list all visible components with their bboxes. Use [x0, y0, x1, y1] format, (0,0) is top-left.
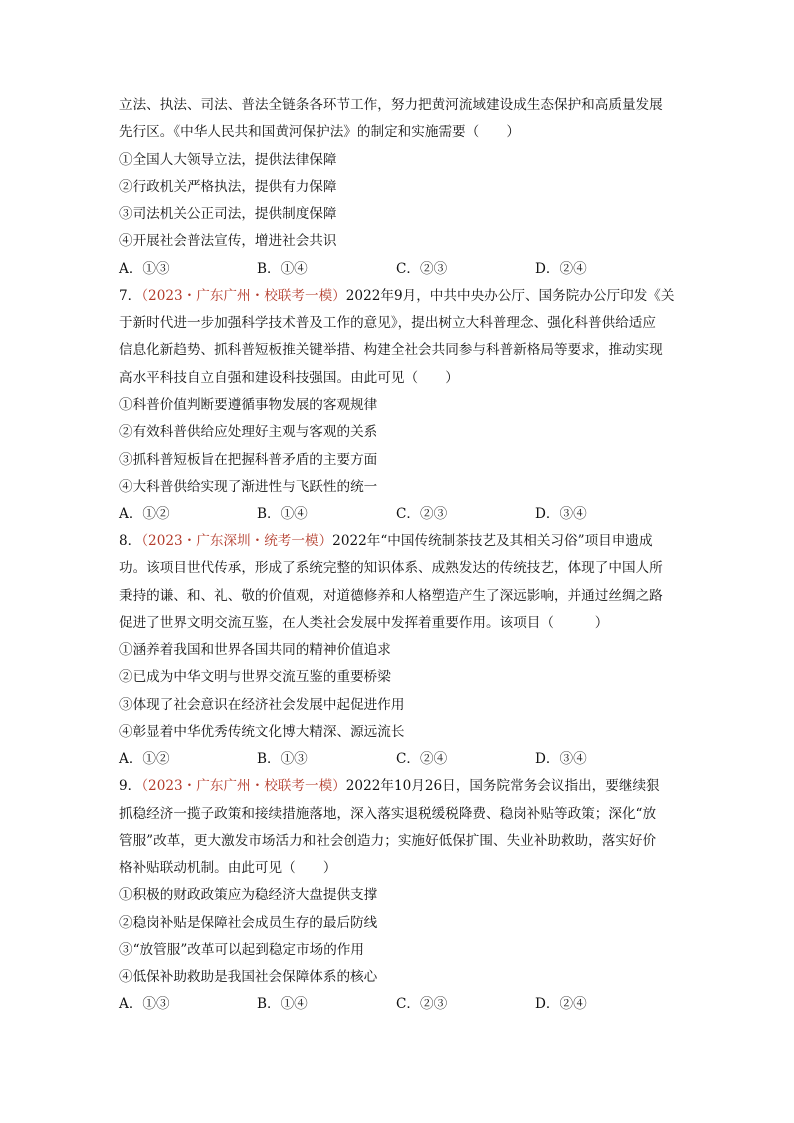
q9-stem-line-2: 抓稳经济一揽子政策和接续措施落地，深入落实退税缓税降费、稳岗补贴等政策；深化“放: [119, 806, 657, 822]
q8-stem-line-1: [119, 532, 679, 550]
q9-stem-line-3: 管服”改革，更大激发市场活力和社会创造力；实施好低保扩围、失业补助救助，落实好价: [119, 833, 657, 849]
q9-stem-text: 2022年10月26日，国务院常务会议指出，要继续狠: [345, 778, 660, 794]
q7-item-4: ④大科普供给实现了渐进性与飞跃性的统一: [119, 479, 378, 495]
q6-options: [119, 260, 679, 278]
q8-option-c[interactable]: C．②④: [396, 751, 448, 767]
q9-number: 9．: [119, 778, 142, 794]
q7-item-2: ②有效科普供给应处理好主观与客观的关系: [119, 424, 378, 440]
q8-option-d[interactable]: D．③④: [535, 751, 587, 767]
q7-source-tag: （2023・广东广州・校联考一模）: [141, 288, 346, 304]
q7-item-3: ③抓科普短板旨在把握科普矛盾的主要方面: [119, 452, 378, 468]
q6-option-a[interactable]: A．①③: [119, 261, 170, 277]
q7-stem-line-4: 高水平科技自立自强和建设科技强国。由此可见（ ）: [119, 370, 459, 386]
q6-option-c[interactable]: C．②③: [396, 261, 448, 277]
q7-options: [119, 505, 679, 523]
q8-option-a[interactable]: A．①②: [119, 751, 170, 767]
q7-stem-line-1: [119, 287, 679, 305]
q8-stem-line-2: 功。该项目世代传承，形成了系统完整的知识体系、成熟发达的传统技艺，体现了中国人所: [119, 560, 663, 576]
q9-option-b[interactable]: B．①④: [257, 996, 308, 1012]
q7-stem-line-3: 信息化新趋势、抓科普短板推关键举措、构建全社会共同参与科普新格局等要求，推动实现: [119, 342, 663, 358]
q7-option-d[interactable]: D．③④: [535, 506, 587, 522]
q6-option-d[interactable]: D．②④: [535, 261, 587, 277]
q8-options: [119, 750, 679, 768]
q8-item-4: ④彰显着中华优秀传统文化博大精深、源远流长: [119, 724, 405, 740]
q7-option-a[interactable]: A．①②: [119, 506, 170, 522]
q9-item-1: ①积极的财政政策应为稳经济大盘提供支撑: [119, 887, 378, 903]
q7-stem-text: 2022年9月，中共中央办公厅、国务院办公厅印发《关: [345, 288, 675, 304]
q9-stem-line-4: 格补贴联动机制。由此可见（ ）: [119, 860, 337, 876]
q9-options: [119, 995, 679, 1013]
q6-option-b[interactable]: B．①④: [257, 261, 308, 277]
q7-number: 7．: [119, 288, 142, 304]
q8-stem-line-3: 秉持的谦、和、礼、敬的价值观，对道德修养和人格塑造产生了深远影响，并通过丝绸之路: [119, 588, 663, 604]
q9-item-3: ③“放管服”改革可以起到稳定市场的作用: [119, 942, 364, 958]
q8-item-3: ③体现了社会意识在经济社会发展中起促进作用: [119, 697, 405, 713]
q7-option-b[interactable]: B．①④: [257, 506, 308, 522]
q9-source-tag: （2023・广东广州・校联考一模）: [141, 778, 346, 794]
q7-option-c[interactable]: C．②③: [396, 506, 448, 522]
q9-item-4: ④低保补助救助是我国社会保障体系的核心: [119, 969, 378, 985]
q6-stem-line-2: 先行区。《中华人民共和国黄河保护法》的制定和实施需要（ ）: [119, 124, 521, 140]
q8-option-b[interactable]: B．①③: [257, 751, 308, 767]
q9-stem-line-1: [119, 777, 679, 795]
q9-option-d[interactable]: D．②④: [535, 996, 587, 1012]
q9-option-c[interactable]: C．②③: [396, 996, 448, 1012]
q6-item-3: ③司法机关公正司法，提供制度保障: [119, 206, 337, 222]
q8-number: 8．: [119, 533, 142, 549]
q8-stem-line-4: 促进了世界文明交流互鉴，在人类社会发展中发挥着重要作用。该项目（ ）: [119, 615, 609, 631]
q9-item-2: ②稳岗补贴是保障社会成员生存的最后防线: [119, 915, 378, 931]
q8-source-tag: （2023・广东深圳・统考一模）: [141, 533, 333, 549]
q6-item-4: ④开展社会普法宣传，增进社会共识: [119, 233, 337, 249]
q8-stem-text: 2022年“中国传统制茶技艺及其相关习俗”项目申遗成: [332, 533, 653, 549]
q9-option-a[interactable]: A．①③: [119, 996, 170, 1012]
q8-item-2: ②已成为中华文明与世界交流互鉴的重要桥梁: [119, 669, 391, 685]
q8-item-1: ①涵养着我国和世界各国共同的精神价值追求: [119, 642, 391, 658]
q6-item-1: ①全国人大领导立法，提供法律保障: [119, 152, 337, 168]
q6-item-2: ②行政机关严格执法，提供有力保障: [119, 179, 337, 195]
q7-item-1: ①科普价值判断要遵循事物发展的客观规律: [119, 397, 378, 413]
q6-stem-line-1: 立法、执法、司法、普法全链条各环节工作，努力把黄河流域建设成生态保护和高质量发展: [119, 97, 663, 113]
q7-stem-line-2: 于新时代进一步加强科学技术普及工作的意见》，提出树立大科普理念、强化科普供给适应: [119, 315, 656, 331]
